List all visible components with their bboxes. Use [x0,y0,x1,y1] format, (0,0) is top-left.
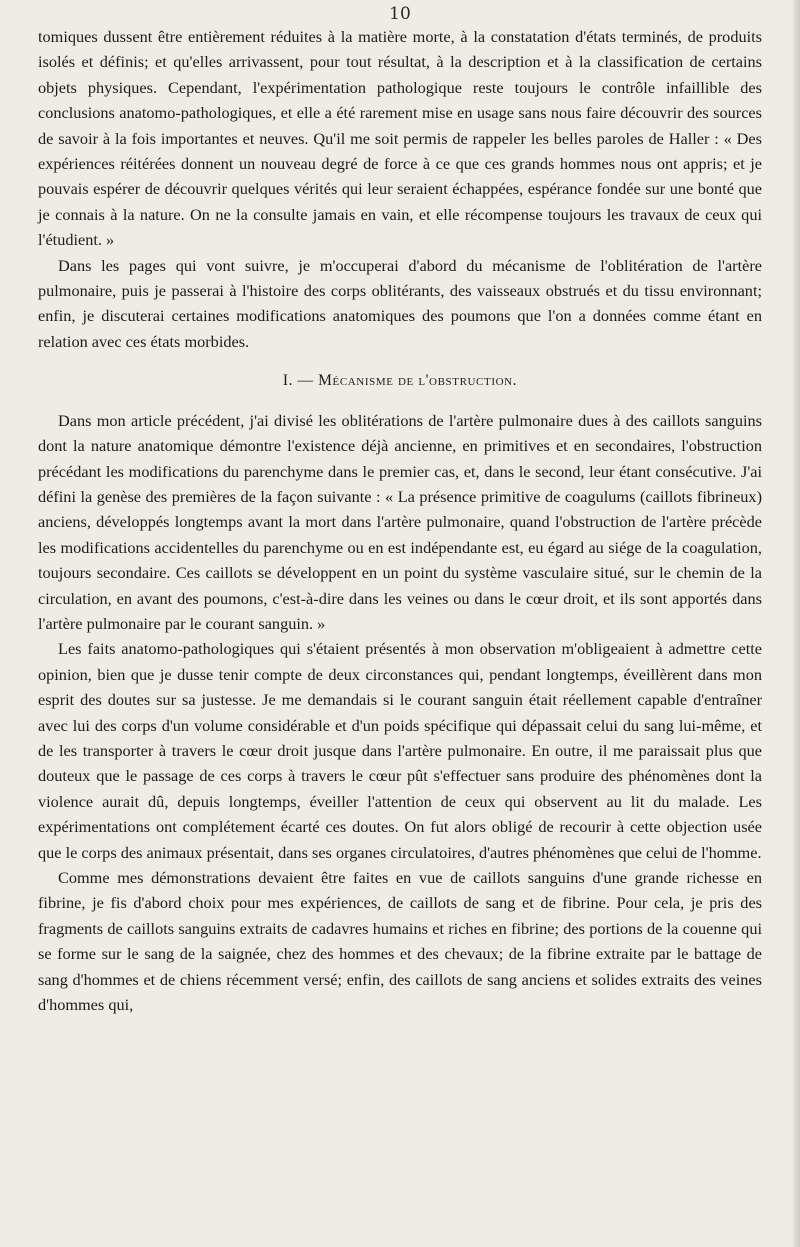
paragraph: tomiques dussent être entièrement réduites à la matière morte, à la constatation d'états terminés, de produits isolés et définis; et qu'elles arrivassent, pour tout résultat, à la description et à la classification de certains objets physiques. Cependant, l'expérimentation pathologique reste toujours le contrôle infaillible des conclusions anatomo-pathologiques, et elle a été rarement mise en usage sans nous faire découvrir des sources de savoir à la fois importantes et neuves. Qu'il me soit permis de rappeler les belles paroles de Haller : « Des expériences réitérées donnent un nouveau degré de force à ce que ces grands hommes nous ont appris; et je pouvais espérer de découvrir quelques vérités qui leur seraient échappées, espérance fondée sur une bonté que je connais à la nature. On ne la consulte jamais en vain, et elle récompense toujours les travaux de ceux qui l'étudient. » [38,27,762,250]
page-number: 10 [389,4,411,24]
paragraph: Dans les pages qui vont suivre, je m'occuperai d'abord du mécanisme de l'oblitération de l'artère pulmonaire, puis je passerai à l'histoire des corps oblitérants, des vaisseaux obstrués et du tissu environnant; enfin, je discuterai certaines modifications anatomiques des poumons que l'on a données comme étant en relation avec ces états morbides. [38,255,762,351]
page-edge-shadow [793,0,800,1247]
paragraph: Comme mes démonstrations devaient être faites en vue de caillots sanguins d'une grande richesse en fibrine, je fis d'abord choix pour mes expériences, de caillots de sang et de fibrine. Pour cela, je pris des fragments de caillots sanguins extraits de cadavres humains et riches en fibrine; des portions de la couenne qui se forme sur le sang de la saignée, chez des hommes et des chevaux; de la fibrine extraite par le battage de sang d'hommes et de chiens récemment versé; enfin, des caillots de sang anciens et solides extraits des veines d'hommes qui, [38,868,762,1015]
section-heading: I. — Mécanisme de l'obstruction. [282,372,518,390]
body-text [38,24,762,1017]
paragraph: Les faits anatomo-pathologiques qui s'étaient présentés à mon observation m'obligeaient à admettre cette opinion, bien que je dusse tenir compte de deux circonstances qui, pendant longtemps, éveillèrent dans mon esprit des doutes sur sa justesse. Je me demandais si le courant sanguin était réellement capable d'entraîner avec lui des corps d'un volume considérable et d'un poids spécifique qui dépassait celui du sang lui-même, et de les transporter à travers le cœur droit jusque dans l'artère pulmonaire. En outre, il me paraissait plus que douteux que le passage de ces corps à travers le cœur pût s'effectuer sans produire des phénomènes dont la violence aurait dû, depuis longtemps, éveiller l'attention de ceux qui observent au lit du malade. Les expérimentations ont complétement écarté ces doutes. On fut alors obligé de recourir à cette objection usée que le corps des animaux présentait, dans ses organes circulatoires, d'autres phénomènes que celui de l'homme. [38,639,762,862]
paragraph: Dans mon article précédent, j'ai divisé les oblitérations de l'artère pulmonaire dues à des caillots sanguins dont la nature anatomique démontre l'existence déjà ancienne, en primitives et en secondaires, l'obstruction précédant les modifications du parenchyme dans le premier cas, et, dans le second, leur étant consécutive. J'ai défini la genèse des premières de la façon suivante : « La présence primitive de coagulums (caillots fibrineux) anciens, développés longtemps avant la mort dans l'artère pulmonaire, quand l'obstruction de l'artère précède les modifications accidentelles du parenchyme ou en est indépendante est, eu égard au siége de la coagulation, toujours secondaire. Ces caillots se développent en un point du système vasculaire situé, sur le chemin de la circulation, en avant des poumons, c'est-à-dire dans les veines ou dans le cœur droit, et ils sont apportés dans l'artère pulmonaire par le courant sanguin. » [38,410,762,633]
